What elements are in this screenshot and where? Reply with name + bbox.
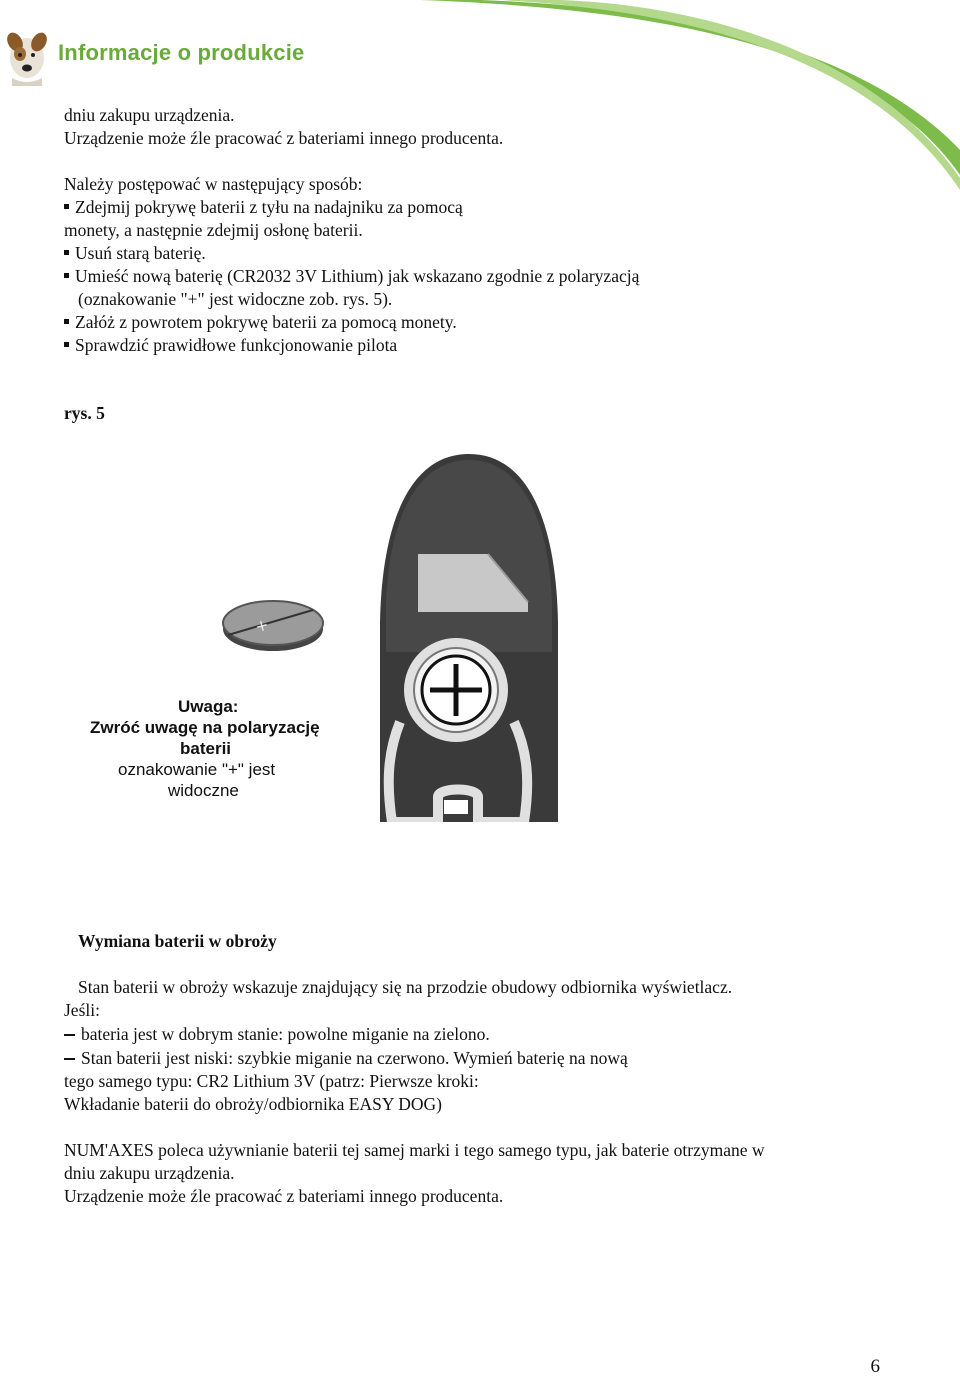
collar-paragraph: Jeśli:	[64, 1000, 100, 1020]
svg-text:+: +	[253, 614, 271, 639]
caption-line: Zwróć uwagę na polaryzację	[90, 718, 320, 737]
header-title: Informacje o produkcie	[58, 40, 305, 65]
header-swoosh	[0, 0, 960, 190]
instruction-step: Usuń starą baterię.	[64, 242, 206, 264]
collar-list-item-cont: tego samego typu: CR2 Lithium 3V (patrz: Pierwsze kroki:	[64, 1071, 479, 1091]
instruction-step-cont: (oznakowanie "+" jest widoczne zob. rys. 5).	[78, 289, 393, 309]
instructions-intro: Należy postępować w następujący sposób:	[64, 174, 363, 194]
collar-list-item: bateria jest w dobrym stanie: powolne miganie na zielono.	[64, 1023, 490, 1045]
caption-title: Uwaga:	[178, 697, 239, 716]
bullet-icon	[64, 204, 69, 209]
caption-line: oznakowanie "+" jest	[118, 760, 276, 779]
recommendation-text: dniu zakupu urządzenia.	[64, 1163, 235, 1183]
recommendation-text: NUM'AXES poleca używnianie baterii tej samej marki i tego samego typu, jak baterie otrzymane w	[64, 1140, 765, 1160]
collar-heading: Wymiana baterii w obroży	[78, 931, 277, 951]
figure-label: rys. 5	[64, 403, 105, 423]
coin-battery-icon	[218, 595, 328, 655]
instruction-step: Umieść nową baterię (CR2032 3V Lithium) jak wskazano zgodnie z polaryzacją	[64, 265, 639, 287]
bullet-icon	[64, 319, 69, 324]
page-number: 6	[870, 1356, 880, 1377]
dash-icon	[64, 1058, 75, 1060]
dash-icon	[64, 1034, 75, 1036]
instruction-step: Zdejmij pokrywę baterii z tyłu na nadajniku za pomocą	[64, 196, 463, 218]
caption-line: widoczne	[168, 781, 239, 800]
instruction-step: Sprawdzić prawidłowe funkcjonowanie pilota	[64, 334, 397, 356]
collar-list-item-cont: Wkładanie baterii do obroży/odbiornika EASY DOG)	[64, 1094, 442, 1114]
instruction-step: Załóż z powrotem pokrywę baterii za pomocą monety.	[64, 311, 457, 333]
collar-list-item: Stan baterii jest niski: szybkie miganie na czerwono. Wymień baterię na nową	[64, 1047, 628, 1069]
recommendation-text: Urządzenie może źle pracować z bateriami innego producenta.	[64, 1186, 504, 1206]
caption-line: baterii	[180, 739, 232, 758]
bullet-icon	[64, 273, 69, 278]
bullet-icon	[64, 342, 69, 347]
dog-logo-icon	[2, 28, 52, 86]
remote-control-illustration	[378, 452, 560, 822]
text-line: Urządzenie może źle pracować z bateriami innego producenta.	[64, 128, 504, 148]
text-line: dniu zakupu urządzenia.	[64, 105, 235, 125]
bullet-icon	[64, 250, 69, 255]
collar-paragraph: Stan baterii w obroży wskazuje znajdujący się na przodzie obudowy odbiornika wyświetlacz.	[78, 977, 733, 997]
instruction-step-cont: monety, a następnie zdejmij osłonę baterii.	[64, 220, 363, 240]
